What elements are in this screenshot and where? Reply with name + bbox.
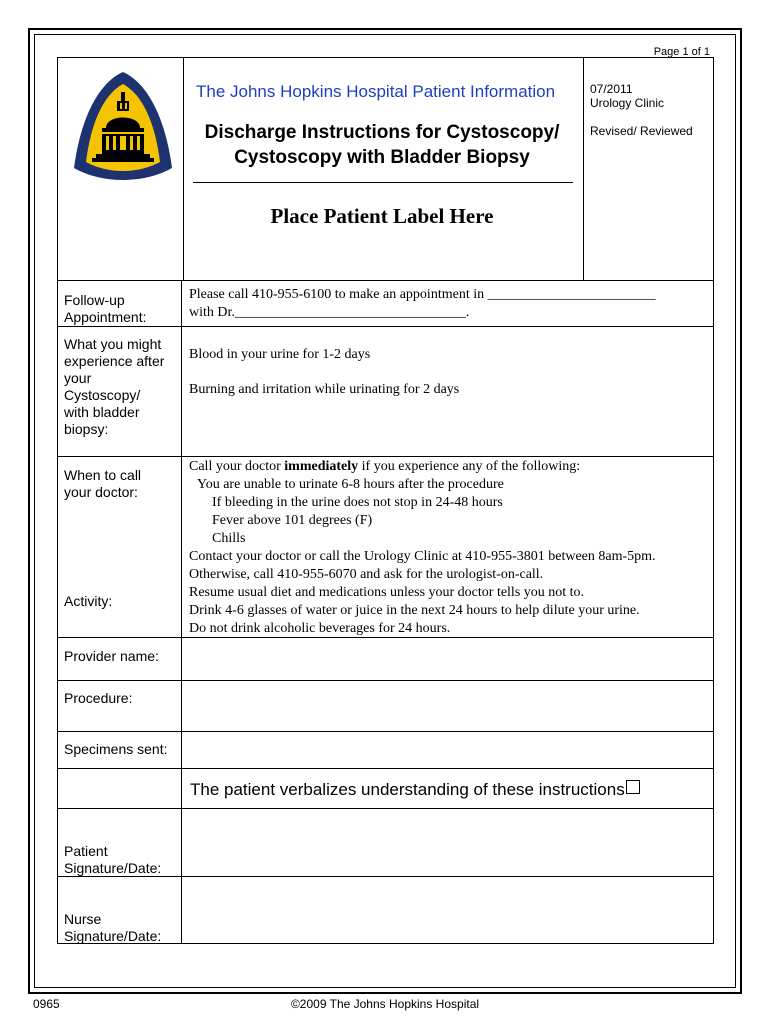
call-doctor-contact: Otherwise, call 410-955-6070 and ask for the urologist-on-call. — [189, 567, 544, 582]
followup-text-line-1: Please call 410-955-6100 to make an appointment in ________________________ — [189, 287, 656, 302]
copyright: ©2009 The Johns Hopkins Hospital — [290, 997, 480, 1011]
activity-line: Drink 4-6 glasses of water or juice in the next 24 hours to help dilute your urine. — [189, 603, 640, 618]
activity-line: Do not drink alcoholic beverages for 24 hours. — [189, 621, 451, 636]
activity-line: Resume usual diet and medications unless your doctor tells you not to. — [189, 585, 585, 600]
call-doctor-label-line-1: When to call — [64, 467, 142, 483]
patient-signature-field[interactable] — [190, 815, 705, 870]
row-divider — [57, 326, 714, 327]
document-title-line-2: Cystoscopy with Bladder Biopsy — [234, 147, 530, 168]
activity-label: Activity: — [64, 593, 113, 609]
document-title-line-1: Discharge Instructions for Cystoscopy/ — [204, 122, 560, 143]
call-doctor-label-line-2: your doctor: — [64, 484, 138, 500]
call-doctor-intro — [189, 458, 580, 476]
row-divider — [57, 768, 714, 769]
verbalize-statement — [190, 780, 640, 800]
experience-label-line: Cystoscopy/ — [64, 387, 141, 403]
followup-text-line-2: with Dr._________________________________. — [189, 305, 470, 320]
revision-date: 07/2011 — [590, 82, 633, 96]
revised-reviewed: Revised/ Reviewed — [590, 124, 693, 138]
form-code: 0965 — [33, 997, 60, 1011]
johns-hopkins-logo-icon — [72, 70, 174, 184]
row-divider — [57, 680, 714, 681]
understanding-checkbox[interactable] — [626, 780, 640, 794]
nurse-signature-label-line-2: Signature/Date: — [64, 928, 162, 944]
patient-signature-label-line-2: Signature/Date: — [64, 860, 162, 876]
nurse-signature-field[interactable] — [190, 882, 705, 937]
call-doctor-item: Chills — [212, 531, 246, 546]
patient-signature-label-line-1: Patient — [64, 843, 108, 859]
title-rule — [193, 182, 573, 183]
patient-label-placeholder: Place Patient Label Here — [270, 204, 494, 228]
call-doctor-item: If bleeding in the urine does not stop in 24-48 hours — [212, 495, 503, 510]
row-divider — [57, 731, 714, 732]
page-number: Page 1 of 1 — [653, 46, 710, 58]
call-doctor-contact: Contact your doctor or call the Urology Clinic at 410-955-3801 between 8am-5pm. — [189, 549, 656, 564]
verbalize-text: The patient verbalizes understanding of these instructions — [190, 780, 625, 799]
call-doctor-intro-post: if you experience any of the following: — [358, 459, 581, 474]
row-divider — [57, 456, 714, 457]
call-doctor-item: Fever above 101 degrees (F) — [212, 513, 373, 528]
call-doctor-item: You are unable to urinate 6-8 hours after the procedure — [197, 477, 504, 492]
experience-item: Blood in your urine for 1-2 days — [189, 347, 371, 362]
patient-signature-label — [64, 843, 184, 877]
call-doctor-intro-pre: Call your doctor — [189, 459, 285, 474]
document-title — [182, 120, 582, 170]
nurse-signature-label-line-1: Nurse — [64, 911, 102, 927]
followup-label-line-1: Follow-up — [64, 292, 125, 308]
followup-label — [64, 292, 179, 326]
experience-label-line: What you might — [64, 336, 162, 352]
call-doctor-intro-bold: immediately — [284, 459, 359, 474]
experience-item: Burning and irritation while urinating for 2 days — [189, 382, 460, 397]
header-divider-right — [583, 57, 584, 281]
experience-label-line: biopsy: — [64, 421, 109, 437]
row-divider — [57, 808, 714, 809]
hospital-title: The Johns Hopkins Hospital Patient Information — [196, 82, 556, 101]
experience-label-line: experience after — [64, 353, 165, 369]
call-doctor-label — [64, 467, 179, 501]
experience-label-line: your — [64, 370, 92, 386]
specimens-label: Specimens sent: — [64, 741, 168, 757]
provider-name-label: Provider name: — [64, 648, 159, 664]
procedure-label: Procedure: — [64, 690, 133, 706]
nurse-signature-label — [64, 911, 184, 945]
experience-label-line: with bladder — [64, 404, 140, 420]
experience-label — [64, 336, 179, 438]
followup-label-line-2: Appointment: — [64, 309, 147, 325]
department-name: Urology Clinic — [590, 96, 665, 110]
